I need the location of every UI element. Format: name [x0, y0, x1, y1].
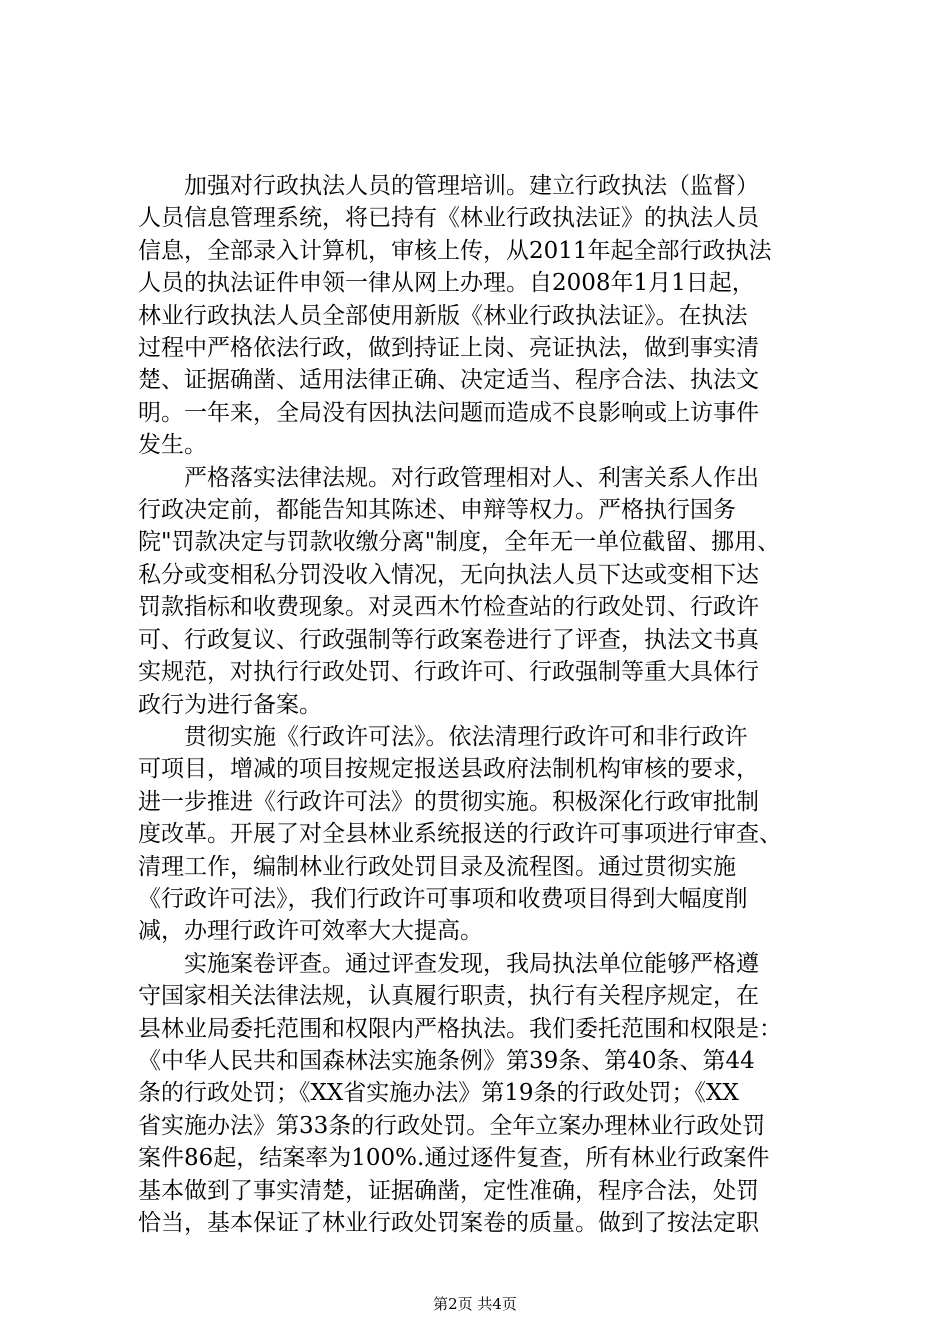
text-line: 度改革。开展了对全县林业系统报送的行政许可事项进行审查、: [138, 821, 782, 848]
paragraph-enforcement-training: [138, 170, 818, 462]
text-line: 人员信息管理系统，将已持有《林业行政执法证》的执法人员: [138, 205, 759, 232]
text-line: 可、行政复议、行政强制等行政案卷进行了评查，执法文书真: [138, 626, 759, 653]
text-line: 《中华人民共和国森林法实施条例》第39条、第40条、第44: [138, 1047, 755, 1074]
text-line: 行政决定前，都能告知其陈述、申辩等权力。严格执行国务: [138, 497, 736, 524]
text-line: 实规范，对执行行政处罚、行政许可、行政强制等重大具体行: [138, 659, 759, 686]
text-line: 贯彻实施《行政许可法》。依法清理行政许可和非行政许: [184, 723, 748, 750]
text-line: 省实施办法》第33条的行政处罚。全年立案办理林业行政处罚: [138, 1112, 766, 1139]
text-line: 林业行政执法人员全部使用新版《林业行政执法证》。在执法: [138, 302, 748, 329]
text-line: 政行为进行备案。: [138, 691, 322, 718]
text-line: 进一步推进《行政许可法》的贯彻实施。积极深化行政审批制: [138, 788, 759, 815]
text-line: 发生。: [138, 432, 207, 459]
text-line: 楚、证据确凿、适用法律正确、决定适当、程序合法、执法文: [138, 367, 759, 394]
text-line: 私分或变相私分罚没收入情况，无向执法人员下达或变相下达: [138, 561, 759, 588]
page-number-footer: 第2页 共4页: [433, 1295, 517, 1313]
text-line: 可项目，增减的项目按规定报送县政府法制机构审核的要求，: [138, 756, 759, 783]
text-line: 减，办理行政许可效率大大提高。: [138, 918, 483, 945]
text-line: 过程中严格依法行政，做到持证上岗、亮证执法，做到事实清: [138, 335, 759, 362]
text-line: 守国家相关法律法规，认真履行职责，执行有关程序规定，在: [138, 983, 759, 1010]
text-line: 《行政许可法》，我们行政许可事项和收费项目得到大幅度削: [138, 885, 748, 912]
text-line: 严格落实法律法规。对行政管理相对人、利害关系人作出: [184, 464, 759, 491]
text-line: 清理工作，编制林业行政处罚目录及流程图。通过贯彻实施: [138, 853, 736, 880]
paragraph-laws-regulations: [138, 462, 818, 721]
text-line: 县林业局委托范围和权限内严格执法。我们委托范围和权限是：: [138, 1015, 782, 1042]
text-line: 院"罚款决定与罚款收缴分离"制度，全年无一单位截留、挪用、: [138, 529, 781, 556]
paragraph-licensing-law: [138, 721, 818, 948]
text-line: 恰当，基本保证了林业行政处罚案卷的质量。做到了按法定职: [138, 1210, 759, 1236]
text-line: 加强对行政执法人员的管理培训。建立行政执法（监督）: [184, 173, 759, 199]
text-line: 基本做到了事实清楚，证据确凿，定性准确，程序合法，处罚: [138, 1177, 759, 1204]
paragraph-case-review: [138, 948, 818, 1240]
text-line: 信息，全部录入计算机，审核上传，从2011年起全部行政执法: [138, 237, 772, 264]
text-line: 案件86起，结案率为100%.通过逐件复查，所有林业行政案件: [138, 1145, 770, 1172]
text-line: 实施案卷评查。通过评查发现，我局执法单位能够严格遵: [184, 950, 759, 977]
text-line: 罚款指标和收费现象。对灵西木竹检查站的行政处罚、行政许: [138, 594, 759, 621]
text-line: 明。一年来，全局没有因执法问题而造成不良影响或上访事件: [138, 399, 759, 426]
document-body: [138, 170, 818, 1239]
text-line: 人员的执法证件申领一律从网上办理。自2008年1月1日起，: [138, 270, 755, 297]
text-line: 条的行政处罚；《XX省实施办法》第19条的行政处罚；《XX: [138, 1080, 739, 1107]
